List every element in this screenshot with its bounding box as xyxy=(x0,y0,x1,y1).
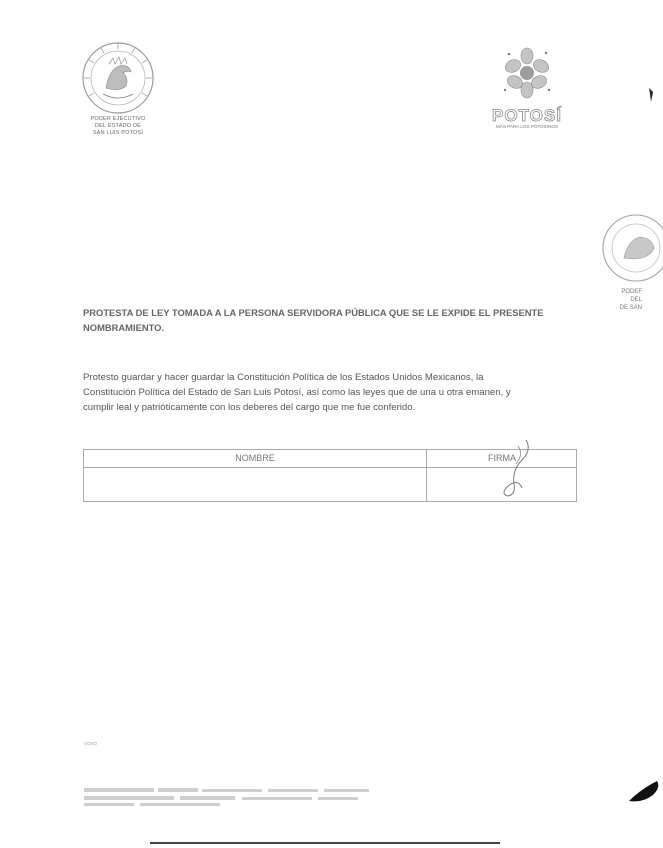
illegible-footer-text xyxy=(84,786,384,808)
coat-of-arms-icon xyxy=(596,210,663,286)
state-seal xyxy=(72,40,164,137)
document-title xyxy=(83,305,578,335)
seal-caption-line: PODER EJECUTIVO xyxy=(90,116,146,122)
scan-edge-line xyxy=(150,842,500,844)
flower-emblem-icon xyxy=(499,46,555,100)
scan-artifact xyxy=(646,86,656,104)
scan-artifact xyxy=(627,775,663,805)
paragraph-line: cumplir leal y patrióticamente con los deberes del cargo que me fue conferido. xyxy=(83,402,416,413)
oath-paragraph xyxy=(83,370,578,415)
potosi-wordmark: POTOSÍ xyxy=(492,106,562,125)
signature-column-header: FIRMA xyxy=(488,453,516,463)
seal-caption-line: DE SAN xyxy=(619,305,642,311)
title-line: NOMBRAMIENTO. xyxy=(83,322,165,333)
title-line: PROTESTA DE LEY TOMADA A LA PERSONA SERVIDORA PÚBLICA QUE SE LE EXPIDE EL PRESENTE xyxy=(83,307,544,318)
handwritten-signature xyxy=(478,436,548,502)
potosi-tagline: MÁS PARA LOS POTOSINOS xyxy=(495,124,559,129)
edge-seal xyxy=(596,210,663,330)
paragraph-line: Constitución Política del Estado de San Luis Potosí, así como las leyes que de una u otra emanen, y xyxy=(83,387,511,398)
coat-of-arms-icon xyxy=(79,40,157,116)
paragraph-line: Protesto guardar y hacer guardar la Constitución Política de los Estados Unidos Mexicanos, la xyxy=(83,372,484,383)
seal-caption-line: DEL xyxy=(630,297,642,303)
seal-caption-line: PODEF xyxy=(621,289,642,295)
seal-caption-line: DEL ESTADO DE xyxy=(95,123,141,129)
footer-code: VCNO xyxy=(84,741,98,746)
potosi-logo xyxy=(486,46,568,130)
seal-caption-line: SAN LUIS POTOSÍ xyxy=(92,130,144,136)
name-column-header: NOMBRE xyxy=(235,453,275,463)
